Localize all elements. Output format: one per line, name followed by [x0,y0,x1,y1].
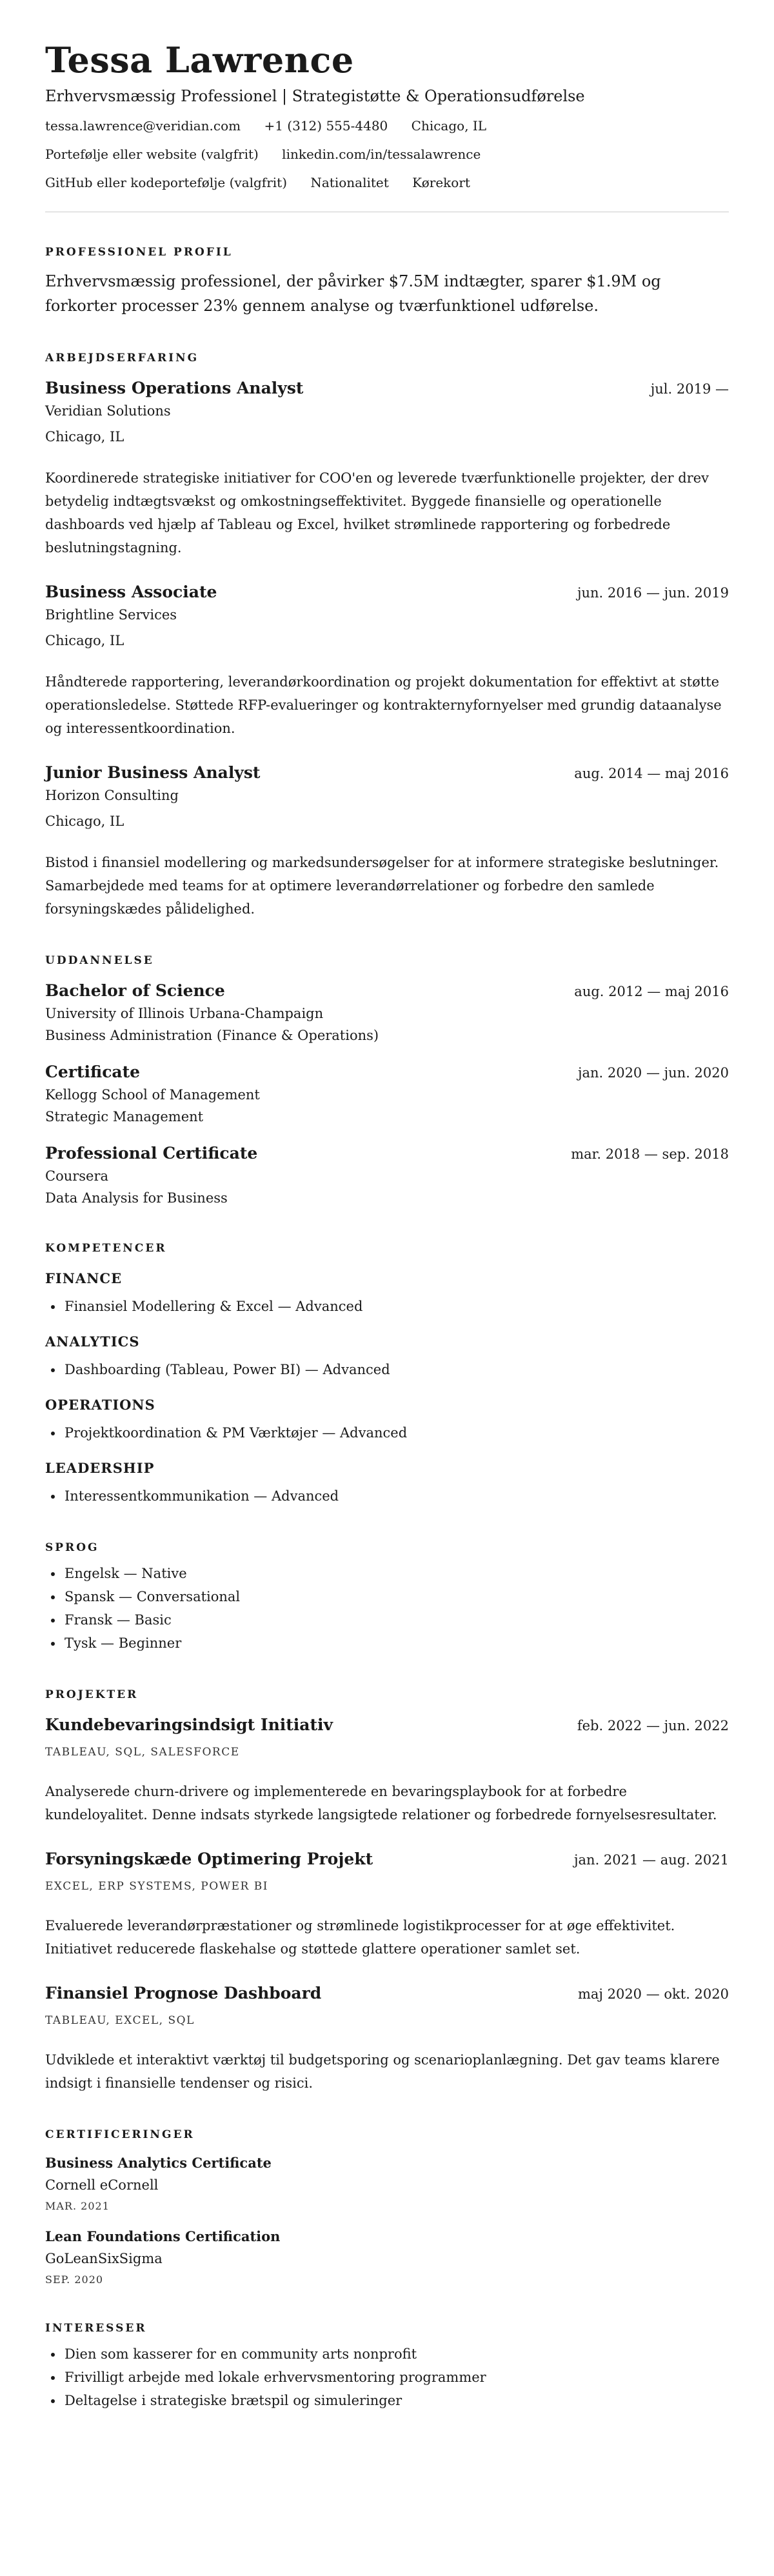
education-entry [45,1061,729,1127]
section-title-projects: PROJEKTER [45,1688,139,1701]
project-tech: EXCEL, ERP SYSTEMS, POWER BI [45,1880,268,1893]
contact-row [45,145,729,164]
phone-number[interactable]: +1 (312) 555-4480 [264,118,388,134]
job-location: Chicago, IL [45,814,124,829]
linkedin-link[interactable]: linkedin.com/in/tessalawrence [282,146,481,162]
candidate-subtitle: Erhvervsmæssig Professionel | Strategistøtte & Operationsudførelse [45,87,585,105]
skill-items [45,1484,729,1508]
experience-list [45,377,729,921]
degree-title: Bachelor of Science [45,981,225,1000]
experience-entry [45,377,729,559]
experience-entry [45,581,729,740]
degree-title: Professional Certificate [45,1144,258,1163]
project-dates: maj 2020 — okt. 2020 [577,1986,729,2002]
location-text: Chicago, IL [411,118,487,134]
certification-name: Lean Foundations Certification [45,2228,281,2244]
interest-item: • Dien som kasserer for en community arts nonprofit [63,2342,729,2366]
education-list [45,980,729,1208]
project-description: Evaluerede leverandørpræstationer og strømlinede logistikprocesser for at øge effektivitet. Initiativet reducerede flaskehalse og støttede glattere operationer samlet set. [45,1918,675,1957]
certification-entry [45,2153,729,2215]
school-name: Coursera [45,1168,109,1184]
job-description: Bistod i finansiel modellering og markedsundersøgelser for at informere strategiske beslutninger. Samarbejdede med teams for at optimere leverandørrelationer og forbedre den samlede forsyningskædes pålidelighed. [45,855,719,917]
certification-date: MAR. 2021 [45,2200,110,2212]
certification-name: Business Analytics Certificate [45,2155,272,2171]
project-tech: TABLEAU, SQL, SALESFORCE [45,1746,240,1759]
skill-items [45,1358,729,1381]
project-title: Forsyningskæde Optimering Projekt [45,1850,373,1868]
skill-category: ANALYTICS [45,1333,140,1350]
project-tech: TABLEAU, EXCEL, SQL [45,2014,195,2027]
school-name: University of Illinois Urbana-Champaign [45,1006,324,1021]
skill-category: FINANCE [45,1270,123,1286]
language-list [45,1562,729,1655]
project-title: Finansiel Prognose Dashboard [45,1984,322,2002]
profile-summary: Erhvervsmæssig professionel, der påvirker $7.5M indtægter, sparer $1.9M og forkorter processer 23% gennem analyse og tværfunktionel udførelse. [45,272,661,315]
job-company: Veridian Solutions [45,403,171,419]
project-dates: feb. 2022 — jun. 2022 [577,1718,729,1733]
field-of-study: Business Administration (Finance & Operations) [45,1028,379,1043]
job-title: Business Operations Analyst [45,379,304,397]
language-item: • Fransk — Basic [63,1608,729,1632]
certification-date: SEP. 2020 [45,2273,104,2286]
job-description: Koordinerede strategiske initiativer for COO'en og leverede tværfunktionelle projekter, der drev betydelig indtægtsvækst og omkostningseffektivitet. Byggede finansielle og operationelle dashboards ved hjælp af Tableau og Excel, hvilket strømlinede rapportering og forbedrede beslutningstagning. [45,470,710,555]
job-dates: jul. 2019 — [650,381,729,397]
job-company: Horizon Consulting [45,788,179,803]
job-location: Chicago, IL [45,633,124,648]
nationality-text: Nationalitet [310,175,389,190]
drivers-license-text: Kørekort [412,175,470,190]
job-description: Håndterede rapportering, leverandørkoordination og projekt dokumentation for effektivt at støtte operationsledelse. Støttede RFP-evalueringer og kontrakternyfornyelser med grundig dataanalyse og interessentkoordination. [45,674,722,736]
skill-item: • Dashboarding (Tableau, Power BI) — Advanced [63,1358,729,1381]
interest-item: • Deltagelse i strategiske brætspil og simuleringer [63,2389,729,2412]
candidate-name: Tessa Lawrence [45,39,354,81]
project-entry [45,1714,729,1826]
language-item: • Tysk — Beginner [63,1632,729,1655]
education-entry [45,980,729,1046]
github-placeholder: GitHub eller kodeportefølje (valgfrit) [45,175,288,190]
section-title-interests: INTERESSER [45,2322,147,2335]
project-description: Analyserede churn-drivere og implementerede en bevaringsplaybook for at forbedre kundeloyalitet. Denne indsats styrkede langsigtede relationer og forbedrede fornyelsesresultater. [45,1784,717,1822]
skill-category: OPERATIONS [45,1397,155,1413]
project-entry [45,1982,729,2095]
project-list [45,1714,729,2095]
section-title-skills: KOMPETENCER [45,1242,167,1255]
degree-title: Certificate [45,1063,141,1081]
interest-list [45,2342,729,2412]
email-link[interactable]: tessa.lawrence@veridian.com [45,118,241,134]
resume-content [45,39,729,2412]
job-company: Brightline Services [45,607,177,623]
field-of-study: Data Analysis for Business [45,1190,228,1206]
education-dates: jan. 2020 — jun. 2020 [577,1065,729,1081]
project-entry [45,1848,729,1961]
contact-row [45,173,729,192]
skill-item: • Finansiel Modellering & Excel — Advanced [63,1295,729,1318]
project-dates: jan. 2021 — aug. 2021 [574,1852,729,1868]
skill-item: • Interessentkommunikation — Advanced [63,1484,729,1508]
certification-entry [45,2226,729,2288]
certification-issuer: GoLeanSixSigma [45,2251,163,2266]
education-dates: mar. 2018 — sep. 2018 [571,1146,729,1162]
section-title-experience: ARBEJDSERFARING [45,352,199,364]
section-title-profile: PROFESSIONEL PROFIL [45,246,233,259]
job-title: Business Associate [45,583,217,601]
skill-item: • Projektkoordination & PM Værktøjer — Advanced [63,1421,729,1444]
interest-item: • Frivilligt arbejde med lokale erhvervsmentoring programmer [63,2366,729,2389]
section-title-certifications: CERTIFICERINGER [45,2128,195,2141]
language-item: • Engelsk — Native [63,1562,729,1585]
certification-issuer: Cornell eCornell [45,2177,159,2193]
project-title: Kundebevaringsindsigt Initiativ [45,1715,333,1734]
skill-items [45,1421,729,1444]
certification-list [45,2153,729,2288]
job-dates: jun. 2016 — jun. 2019 [577,585,729,601]
portfolio-placeholder: Portefølje eller website (valgfrit) [45,146,259,162]
education-dates: aug. 2012 — maj 2016 [574,984,729,999]
skill-category: LEADERSHIP [45,1460,155,1476]
skills-list [45,1269,729,1508]
skill-items [45,1295,729,1318]
job-dates: aug. 2014 — maj 2016 [574,766,729,781]
experience-entry [45,762,729,921]
section-title-education: UDDANNELSE [45,954,154,967]
section-title-languages: SPROG [45,1541,99,1554]
school-name: Kellogg School of Management [45,1087,260,1103]
job-title: Junior Business Analyst [45,763,261,782]
job-location: Chicago, IL [45,429,124,444]
field-of-study: Strategic Management [45,1109,204,1124]
language-item: • Spansk — Conversational [63,1585,729,1608]
contact-row [45,116,729,135]
project-description: Udviklede et interaktivt værktøj til budgetsporing og scenarioplanlægning. Det gav teams klarere indsigt i finansielle tendenser og risici. [45,2052,720,2091]
education-entry [45,1143,729,1208]
